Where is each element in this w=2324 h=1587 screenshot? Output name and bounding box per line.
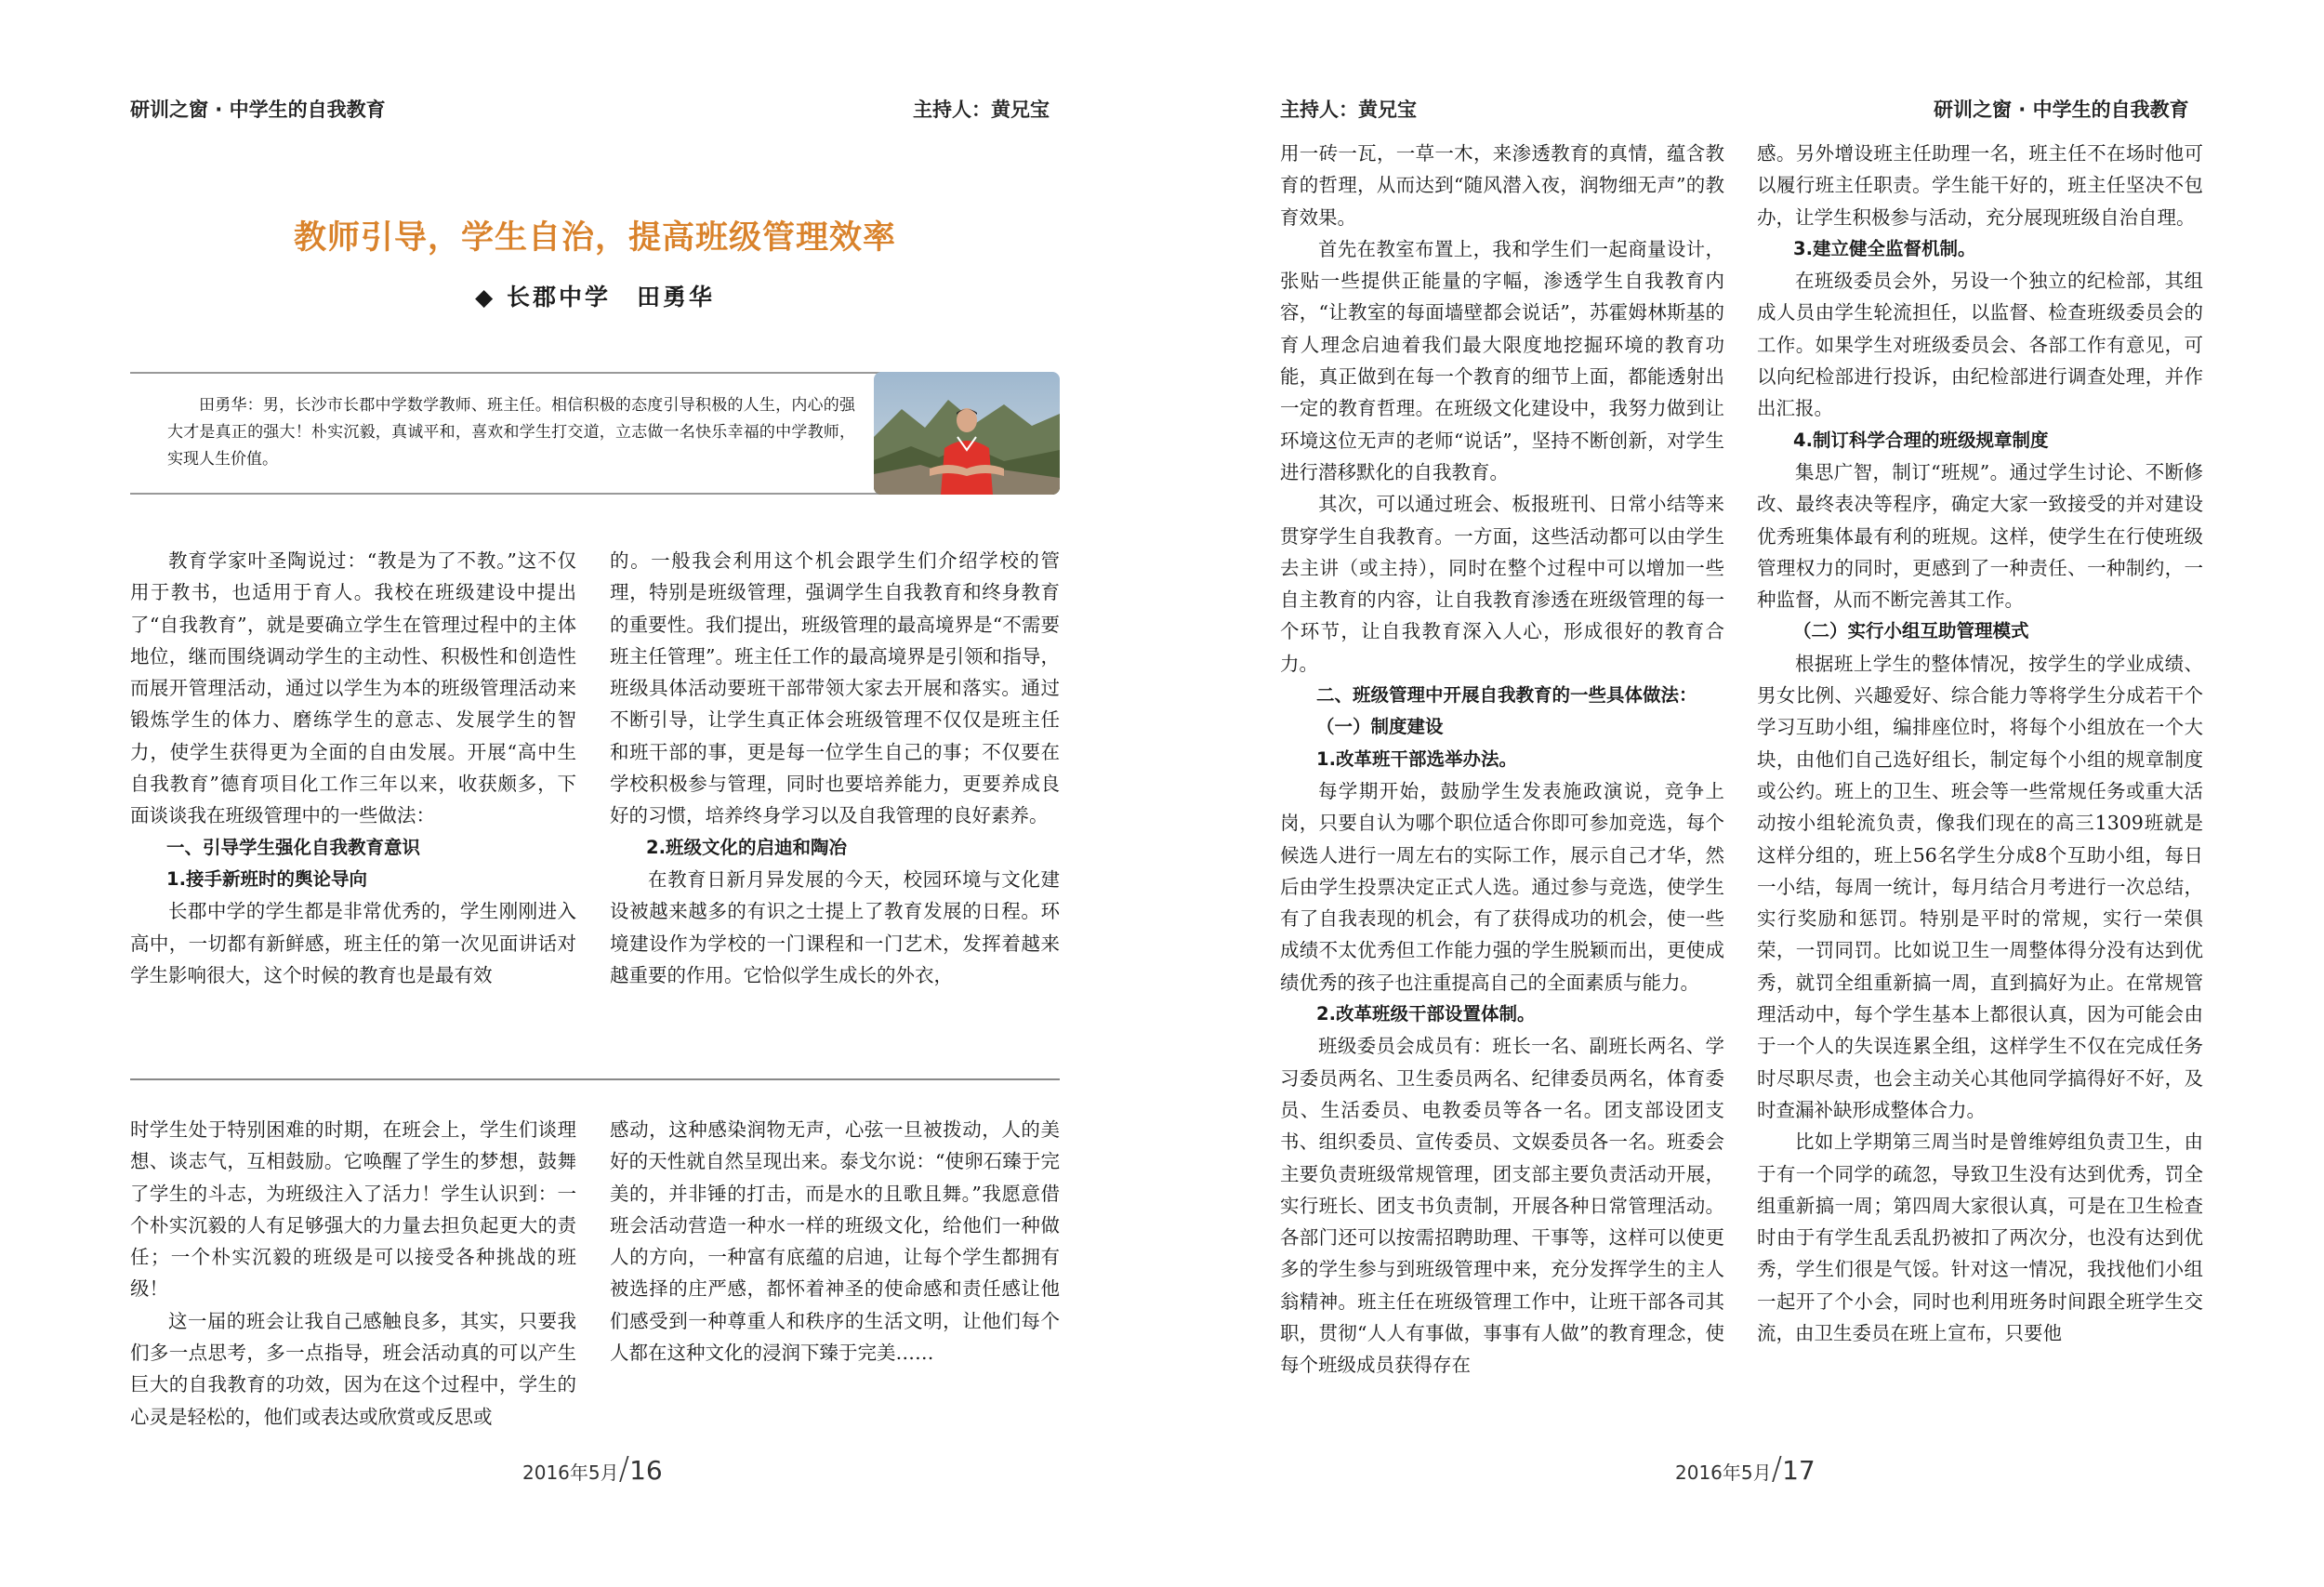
author-photo-image — [874, 372, 1060, 495]
paragraph: 在教育日新月异发展的今天，校园环境与文化建设被越来越多的有识之士提上了教育发展的日程。环境建设作为学校的一门课程和一门艺术，发挥着越来越重要的作用。它恰似学生成长的外衣， — [610, 867, 1060, 986]
subsection-heading: （二）实行小组互助管理模式 — [1793, 620, 2029, 642]
page-num: 16 — [629, 1455, 663, 1486]
bio-rule-top — [130, 372, 892, 374]
paragraph: 教育学家叶圣陶说过：“教是为了不教。”这不仅用于教书，也适用于育人。我校在班级建设中提出了“自我教育”，就是要确立学生在管理过程中的主体地位，继而围绕调动学生的主动性、积极性和创造性而展开管理活动，通过以学生为本的班级管理活动来锻炼学生的体力、磨练学生的意志、发展学生的智力，使学生获得更为全面的自由发展。开展“高中生自我教育”德育项目化工作三年以来，收获颇多，下面谈谈我在班级管理中的一些做法： — [130, 549, 576, 827]
issue-date: 2016年5月 — [1675, 1461, 1772, 1484]
left-col-1 — [130, 545, 576, 991]
subsection-heading: 4.制订科学合理的班级规章制度 — [1793, 429, 2049, 451]
paragraph: 感动，这种感染润物无声，心弦一旦被拨动，人的美好的天性就自然呈现出来。泰戈尔说：“使卵石臻于完美的，并非锤的打击，而是水的且歌且舞。”我愿意借班会活动营造一种水一样的班级文化，给他们一种做人的方向，一种富有底蕴的启迪，让每个学生都拥有被选择的庄严感，都怀着神圣的使命感和责任感让他们感受到一种尊重人和秩序的生活文明，让他们每个人都在这种文化的浸润下臻于完美…… — [610, 1118, 1060, 1365]
column-divider — [130, 1078, 1060, 1080]
page-slash: / — [618, 1450, 630, 1488]
article-author: ◆ 长郡中学 田勇华 — [475, 284, 715, 311]
subsection-heading: 3.建立健全监督机制。 — [1793, 237, 1976, 259]
paragraph: 的。一般我会利用这个机会跟学生们介绍学校的管理，特别是班级管理，强调学生自我教育和终身教育的重要性。我们提出，班级管理的最高境界是“不需要班主任管理”。班主任工作的最高境界是引领和指导，班级具体活动要班干部带领大家去开展和落实。通过不断引导，让学生真正体会班级管理不仅仅是班主任和班干部的事，更是每一位学生自己的事；不仅要在学校积极参与管理，同时也要培养能力，更要养成良好的习惯，培养终身学习以及自我管理的良好素养。 — [610, 549, 1060, 827]
paragraph: 感。另外增设班主任助理一名，班主任不在场时他可以履行班主任职责。学生能干好的，班主任坚决不包办，让学生积极参与活动，充分展现班级自治自理。 — [1757, 142, 2203, 229]
author-photo — [874, 372, 1060, 495]
article-title: 教师引导，学生自治，提高班级管理效率 — [293, 218, 896, 257]
subsection-heading: 1.接手新班时的舆论导向 — [166, 867, 367, 890]
paragraph: 比如上学期第三周当时是曾维婷组负责卫生，由于有一个同学的疏忽，导致卫生没有达到优秀，罚全组重新搞一周；第四周大家很认真，可是在卫生检查时由于有学生乱丢乱扔被扣了两次分，也没有达到优秀，学生们很是气馁。针对这一情况，我找他们小组一起开了个小会，同时也利用班务时间跟全班学生交流，由卫生委员在班上宣布，只要他 — [1757, 1131, 2203, 1344]
subsection-heading: 2.班级文化的启迪和陶冶 — [646, 836, 847, 858]
right-header-host: 主持人：黄兄宝 — [1280, 99, 1417, 121]
left-page-number — [522, 1450, 663, 1488]
paragraph: 首先在教室布置上，我和学生们一起商量设计，张贴一些提供正能量的字幅，渗透学生自我教育内容，“让教室的每面墙壁都会说话”，苏霍姆林斯基的育人理念启迪着我们最大限度地挖掘环境的教育功能，真正做到在每一个教育的细节上面，都能透射出一定的教育哲理。在班级文化建设中，我努力做到让环境这位无声的老师“说话”，坚持不断创新，对学生进行潜移默化的自我教育。 — [1280, 237, 1724, 483]
paragraph: 在班级委员会外，另设一个独立的纪检部，其组成人员由学生轮流担任，以监督、检查班级委员会的工作。如果学生对班级委员会、各部工作有意见，可以向纪检部进行投诉，由纪检部进行调查处理，并作出汇报。 — [1757, 270, 2203, 420]
right-header-section: 研训之窗 · 中学生的自我教育 — [1934, 99, 2189, 121]
left-header-host: 主持人：黄兄宝 — [913, 99, 1050, 121]
right-col-2 — [1757, 138, 2203, 1349]
bio-rule-bottom — [130, 493, 892, 495]
left-header-section: 研训之窗 · 中学生的自我教育 — [130, 99, 386, 121]
page-slash: / — [1771, 1450, 1783, 1488]
section-heading: 二、班级管理中开展自我教育的一些具体做法： — [1316, 684, 1697, 707]
subsection-heading: 1.改革班干部选举办法。 — [1316, 747, 1517, 770]
paragraph: 长郡中学的学生都是非常优秀的，学生刚刚进入高中，一切都有新鲜感，班主任的第一次见面讲话对学生影响很大，这个时候的教育也是最有效 — [130, 900, 576, 986]
subsection-heading: 2.改革班级干部设置体制。 — [1316, 1003, 1536, 1025]
paragraph: 班级委员会成员有：班长一名、副班长两名、学习委员两名、卫生委员两名、纪律委员两名，体育委员、生活委员、电教委员等各一名。团支部设团支书、组织委员、宣传委员、文娱委员各一名。班委会主要负责班级常规管理，团支部主要负责活动开展，实行班长、团支书负责制，开展各种日常管理活动。各部门还可以按需招聘助理、干事等，这样可以使更多的学生参与到班级管理中来，充分发挥学生的主人翁精神。班主任在班级管理工作中，让班干部各司其职，贯彻“人人有事做，事事有人做”的教育理念，使每个班级成员获得存在 — [1280, 1035, 1724, 1377]
issue-date: 2016年5月 — [522, 1461, 619, 1484]
section-heading: 一、引导学生强化自我教育意识 — [166, 836, 421, 858]
paragraph: 这一届的班会让我自己感触良多，其实，只要我们多一点思考，多一点指导，班会活动真的可以产生巨大的自我教育的功效，因为在这个过程中，学生的心灵是轻松的，他们或表达或欣赏或反思或 — [130, 1309, 576, 1428]
paragraph: 根据班上学生的整体情况，按学生的学业成绩、男女比例、兴趣爱好、综合能力等将学生分成若干个学习互助小组，编排座位时，将每个小组放在一个大块，由他们自己选好组长，制定每个小组的规章制度或公约。班上的卫生、班会等一些常规任务或重大活动按小组轮流负责，像我们现在的高三1309班就是这样分组的，班上56名学生分成8个互助小组，每日一小结，每周一统计，每月结合月考进行一次总结，实行奖励和惩罚。特别是平时的常规，实行一荣俱荣，一罚同罚。比如说卫生一周整体得分没有达到优秀，就罚全组重新搞一周，直到搞好为止。在常规管理活动中，每个学生基本上都很认真，因为可能会由于一个人的失误连累全组，这样学生不仅在完成任务时尽职尽责，也会主动关心其他同学搞得好不好，及时查漏补缺形成整体合力。 — [1757, 652, 2203, 1121]
right-col-1 — [1280, 138, 1724, 1382]
right-page-number — [1675, 1450, 1816, 1488]
paragraph: 每学期开始，鼓励学生发表施政演说，竞争上岗，只要自认为哪个职位适合你即可参加竞选，每个候选人进行一周左右的实际工作，展示自己才华，然后由学生投票决定正式人选。通过参与竞选，使学生有了自我表现的机会，有了获得成功的机会，使一些成绩不太优秀但工作能力强的学生脱颖而出，更使成绩优秀的孩子也注重提高自己的全面素质与能力。 — [1280, 779, 1724, 994]
paragraph: 时学生处于特别困难的时期，在班会上，学生们谈理想、谈志气，互相鼓励。它唤醒了学生的梦想，鼓舞了学生的斗志，为班级注入了活力！学生认识到：一个朴实沉毅的人有足够强大的力量去担负起更大的责任；一个朴实沉毅的班级是可以接受各种挑战的班级！ — [130, 1118, 576, 1301]
author-bio: 田勇华：男，长沙市长郡中学数学教师、班主任。相信积极的态度引导积极的人生，内心的强大才是真正的强大！朴实沉毅，真诚平和，喜欢和学生打交道，立志做一名快乐幸福的中学教师，实现人生价值。 — [167, 396, 855, 469]
page-num: 17 — [1782, 1455, 1816, 1486]
subsection-heading: （一）制度建设 — [1316, 716, 1444, 738]
right-page — [1162, 0, 2324, 1587]
paragraph: 其次，可以通过班会、板报班刊、日常小结等来贯穿学生自我教育。一方面，这些活动都可以由学生去主讲（或主持），同时在整个过程中可以增加一些自主教育的内容，让自我教育渗透在班级管理的每一个环节，让自我教育深入人心，形成很好的教育合力。 — [1280, 493, 1724, 675]
paragraph: 用一砖一瓦，一草一木，来渗透教育的真情，蕴含教育的哲理，从而达到“随风潜入夜，润物细无声”的教育效果。 — [1280, 142, 1724, 229]
paragraph: 集思广智，制订“班规”。通过学生讨论、不断修改、最终表决等程序，确定大家一致接受的并对建设优秀班集体最有利的班规。这样，使学生在行使班级管理权力的同时，更感到了一种责任、一种制约，一种监督，从而不断完善其工作。 — [1757, 460, 2203, 612]
left-col-3 — [130, 1114, 576, 1433]
left-col-4 — [610, 1114, 1060, 1369]
left-col-2 — [610, 545, 1060, 991]
